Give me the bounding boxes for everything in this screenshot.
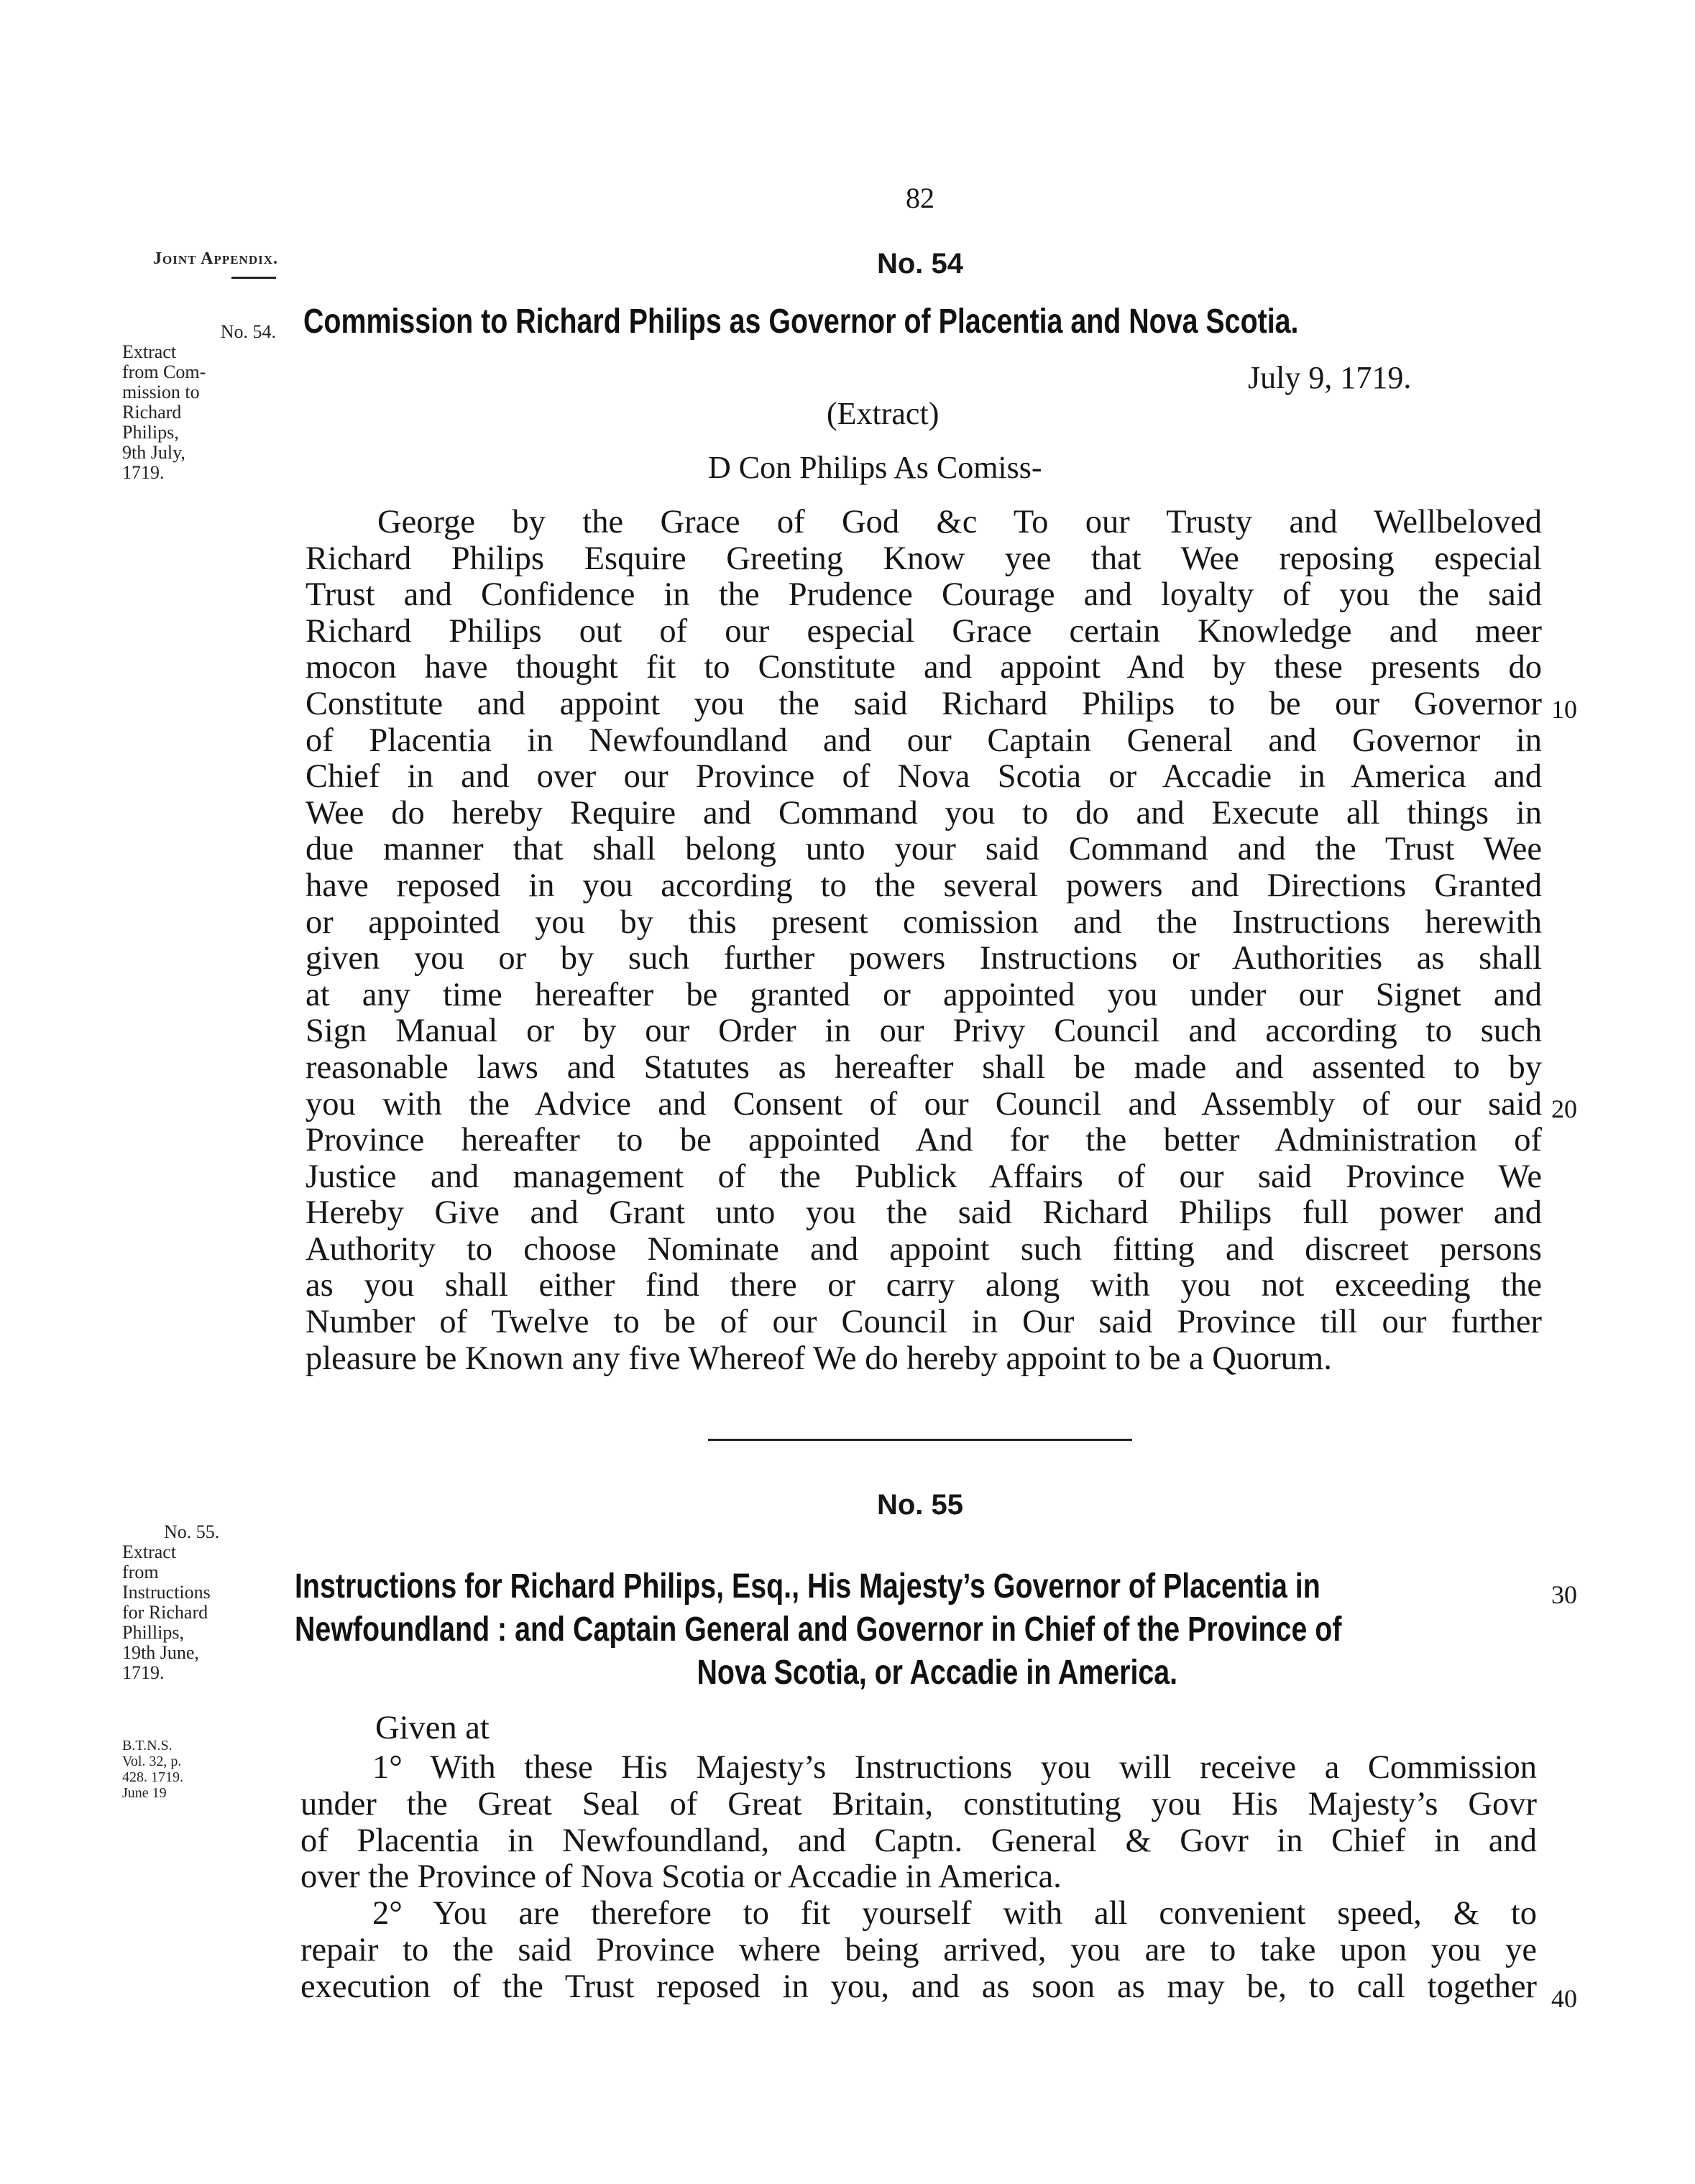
text-line: Richard Philips Esquire Greeting Know yee that Wee reposing especial bbox=[306, 540, 1542, 577]
text-line: Constitute and appoint you the said Richard Philips to be our Governor bbox=[306, 685, 1542, 722]
margin-note-line: mission to bbox=[122, 382, 200, 402]
text-line: Richard Philips out of our especial Grace certain Knowledge and meer bbox=[306, 612, 1542, 650]
text-line: George by the Grace of God &c To our Trusty and Wellbeloved bbox=[377, 504, 1542, 540]
line-number-20: 20 bbox=[1551, 1095, 1577, 1123]
margin-note-line: 1719. bbox=[122, 1662, 165, 1683]
margin-note-line: from bbox=[122, 1562, 159, 1582]
text-line: at any time hereafter be granted or appointed you under our Signet and bbox=[306, 976, 1542, 1013]
page-number: 82 bbox=[906, 182, 934, 214]
margin-ref-line: Vol. 32, p. bbox=[122, 1754, 182, 1769]
document-55-title bbox=[295, 1565, 1695, 1695]
text-line: or appointed you by this present comission and the Instructions herewith bbox=[306, 903, 1542, 941]
margin-note-line: Richard bbox=[122, 402, 182, 423]
text-line: 1° With these His Majesty’s Instructions you will receive a Commission bbox=[372, 1749, 1537, 1786]
text-line: mocon have thought fit to Constitute and appoint And by these presents do bbox=[306, 649, 1542, 686]
title-line: Newfoundland : and Captain General and Governor in Chief of the Province of bbox=[295, 1611, 1342, 1649]
text-line: Trust and Confidence in the Prudence Courage and loyalty of you the said bbox=[306, 576, 1542, 614]
section-divider bbox=[708, 1439, 1132, 1441]
document-55-number: No. 55 bbox=[876, 1489, 964, 1521]
margin-source-reference bbox=[122, 1738, 266, 1801]
text-line: Number of Twelve to be of our Council in Our said Province till our further bbox=[306, 1304, 1542, 1341]
appendix-heading bbox=[151, 248, 280, 279]
margin-note-line: for Richard bbox=[122, 1602, 208, 1623]
line-number-30: 30 bbox=[1551, 1580, 1577, 1609]
margin-note-55 bbox=[122, 1522, 280, 1683]
title-line: Instructions for Richard Philips, Esq., His Majesty’s Governor of Placentia in bbox=[295, 1567, 1320, 1605]
appendix-rule bbox=[231, 277, 276, 279]
title-line: Nova Scotia, or Accadie in America. bbox=[697, 1654, 1178, 1692]
margin-note-line: Extract bbox=[122, 341, 177, 362]
margin-note-line: Philips, bbox=[122, 422, 179, 443]
text-line: Province hereafter to be appointed And for the better Administration of bbox=[306, 1122, 1542, 1159]
given-at-line: Given at bbox=[375, 1710, 490, 1746]
document-54-body bbox=[306, 504, 1542, 1377]
text-line: reasonable laws and Statutes as hereafter shall be made and assented to by bbox=[306, 1049, 1542, 1086]
text-line: due manner that shall belong unto your said Command and the Trust Wee bbox=[306, 831, 1542, 868]
text-line: over the Province of Nova Scotia or Accadie in America. bbox=[300, 1858, 1062, 1896]
margin-note-line: 9th July, bbox=[122, 442, 185, 463]
text-line: Authority to choose Nominate and appoint such fitting and discreet persons bbox=[306, 1230, 1542, 1268]
margin-note-line: Phillips, bbox=[122, 1622, 184, 1643]
text-line: have reposed in you according to the several powers and Directions Granted bbox=[306, 867, 1542, 904]
text-line: of Placentia in Newfoundland and our Captain General and Governor in bbox=[306, 722, 1542, 759]
text-line: 2° You are therefore to fit yourself with all convenient speed, & to bbox=[372, 1895, 1537, 1932]
margin-note-line: No. 54. bbox=[220, 321, 276, 342]
margin-ref-line: B.T.N.S. bbox=[122, 1738, 173, 1754]
appendix-heading-text: Joint Appendix. bbox=[152, 249, 279, 268]
text-line: you with the Advice and Consent of our Council and Assembly of our said bbox=[306, 1085, 1542, 1123]
text-line: pleasure be Known any five Whereof We do hereby appoint to be a Quorum. bbox=[306, 1340, 1332, 1377]
text-line: repair to the said Province where being arrived, you are to take upon you ye bbox=[300, 1931, 1537, 1968]
endorsement-line: D Con Philips As Comiss- bbox=[708, 450, 1042, 485]
margin-note-line: Extract bbox=[122, 1542, 177, 1562]
document-54-title: Commission to Richard Philips as Governor of Placentia and Nova Scotia. bbox=[303, 303, 1299, 341]
margin-note-line: Instructions bbox=[122, 1582, 211, 1603]
margin-note-line: 1719. bbox=[122, 462, 165, 483]
margin-note-54 bbox=[122, 322, 280, 483]
text-line: given you or by such further powers Instructions or Authorities as shall bbox=[306, 940, 1542, 977]
margin-ref-line: 428. 1719. bbox=[122, 1769, 183, 1785]
line-number-40: 40 bbox=[1551, 1984, 1577, 2013]
document-55-body bbox=[300, 1750, 1537, 2006]
document-54-number: No. 54 bbox=[876, 248, 964, 280]
document-54-date: July 9, 1719. bbox=[1248, 360, 1412, 395]
line-number-10: 10 bbox=[1551, 695, 1577, 724]
text-line: Wee do hereby Require and Command you to do and Execute all things in bbox=[306, 794, 1542, 831]
text-line: under the Great Seal of Great Britain, constituting you His Majesty’s Govr bbox=[300, 1785, 1537, 1823]
text-line: execution of the Trust reposed in you, and as soon as may be, to call together bbox=[300, 1968, 1537, 2005]
extract-label: (Extract) bbox=[827, 396, 940, 431]
text-line: Sign Manual or by our Order in our Privy Council and according to such bbox=[306, 1013, 1542, 1050]
text-line: as you shall either find there or carry along with you not exceeding the bbox=[306, 1267, 1542, 1304]
text-line: of Placentia in Newfoundland, and Captn. General & Govr in Chief in and bbox=[300, 1822, 1537, 1859]
margin-note-line: from Com- bbox=[122, 361, 206, 382]
margin-note-line: 19th June, bbox=[122, 1642, 199, 1663]
text-line: Hereby Give and Grant unto you the said Richard Philips full power and bbox=[306, 1194, 1542, 1232]
margin-ref-line: June 19 bbox=[122, 1785, 167, 1801]
margin-note-line: No. 55. bbox=[164, 1521, 220, 1542]
text-line: Chief in and over our Province of Nova Scotia or Accadie in America and bbox=[306, 758, 1542, 796]
text-line: Justice and management of the Publick Affairs of our said Province We bbox=[306, 1158, 1542, 1195]
